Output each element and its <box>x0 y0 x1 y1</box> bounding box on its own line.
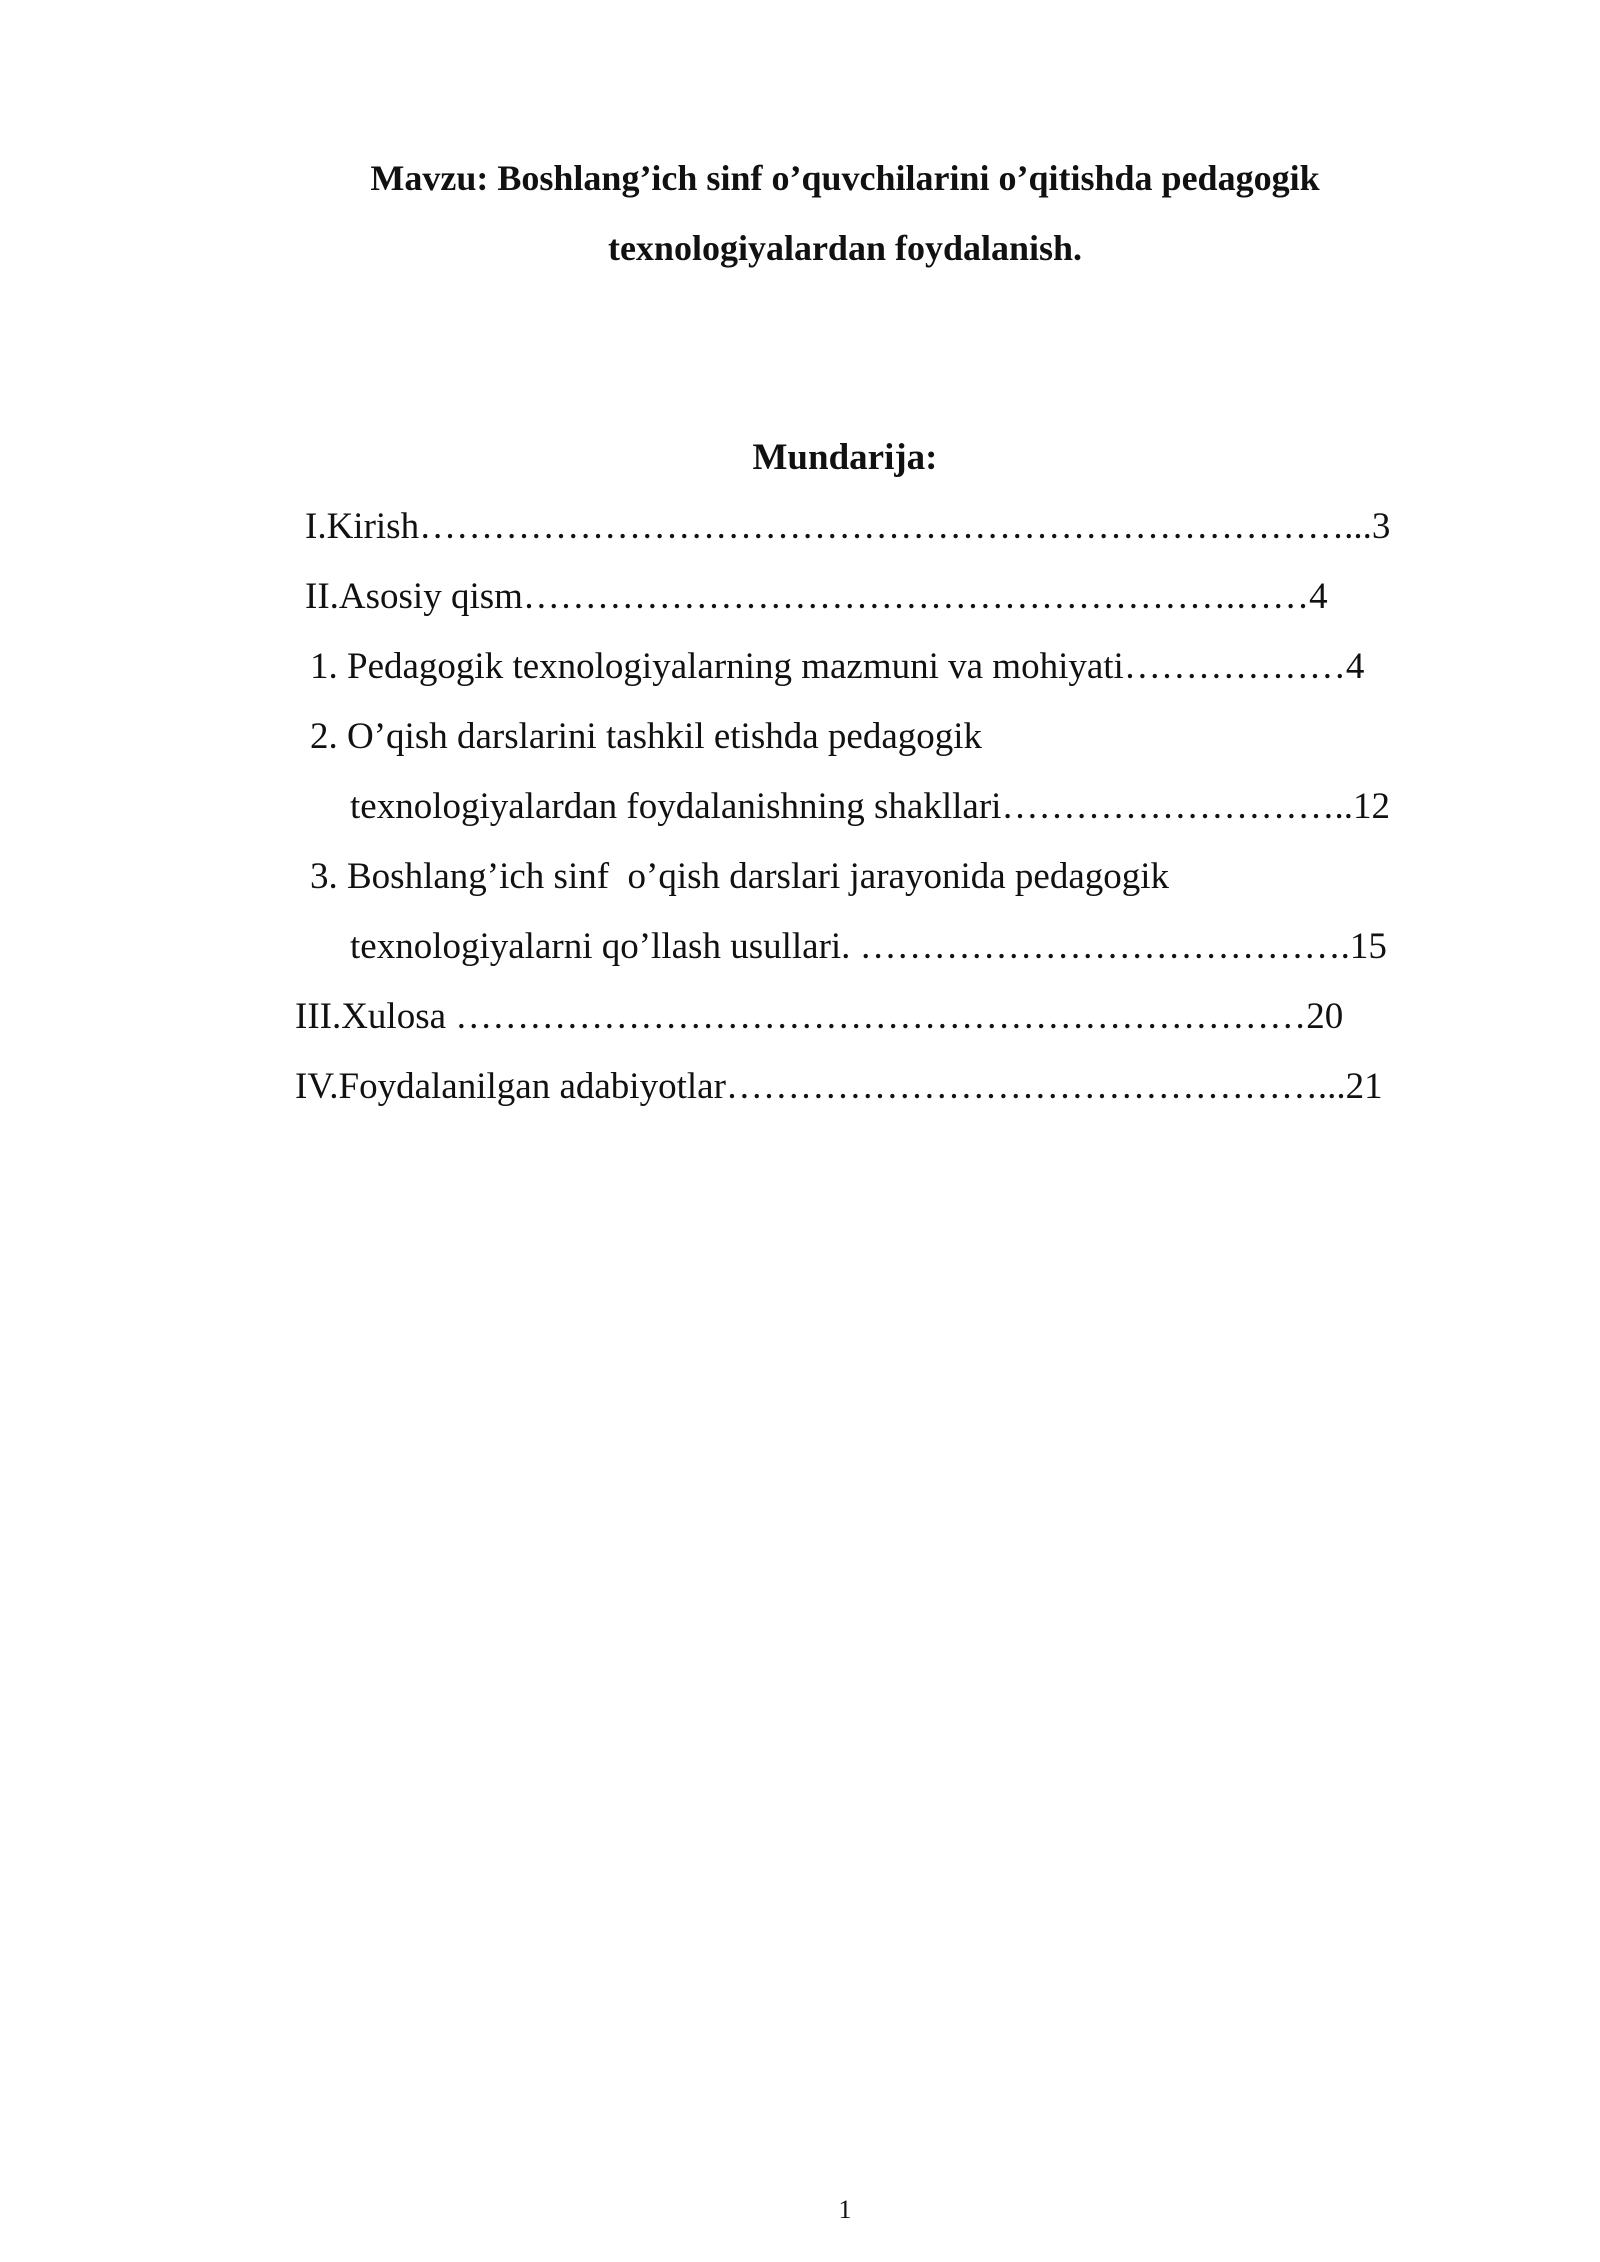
document-title-line-2: texnologiyalardan foydalanish. <box>607 228 1083 268</box>
toc-subitem-2-line-1: 2. O’qish darslarini tashkil etishda pedagogik <box>310 716 983 757</box>
toc-item-adabiyotlar: IV.Foydalanilgan adabiyotlar…………………………………………...21 <box>295 1066 1383 1107</box>
document-title-line-1: Mavzu: Boshlang’ich sinf o’quvchilarini o’qitishda pedagogik <box>370 158 1320 198</box>
toc-subitem-2-line-2: texnologiyalardan foydalanishning shakllari………………………..12 <box>350 786 1390 827</box>
page-number: 1 <box>838 2195 852 2224</box>
toc-subitem-3-line-2: texnologiyalarni qo’llash usullari. ………………………………….15 <box>350 926 1387 967</box>
toc-item-kirish: I.Kirish…………………………………………………………………...3 <box>305 506 1391 547</box>
toc-heading: Mundarija: <box>752 437 938 478</box>
toc-subitem-1: 1. Pedagogik texnologiyalarning mazmuni va mohiyati………………4 <box>310 646 1365 687</box>
toc-item-xulosa: III.Xulosa ……………………………………………………………20 <box>295 996 1344 1037</box>
toc-item-asosiy-qism: II.Asosiy qism………………………………………………….……4 <box>305 576 1328 617</box>
toc-subitem-3-line-1: 3. Boshlang’ich sinf o’qish darslari jarayonida pedagogik <box>310 856 1170 897</box>
